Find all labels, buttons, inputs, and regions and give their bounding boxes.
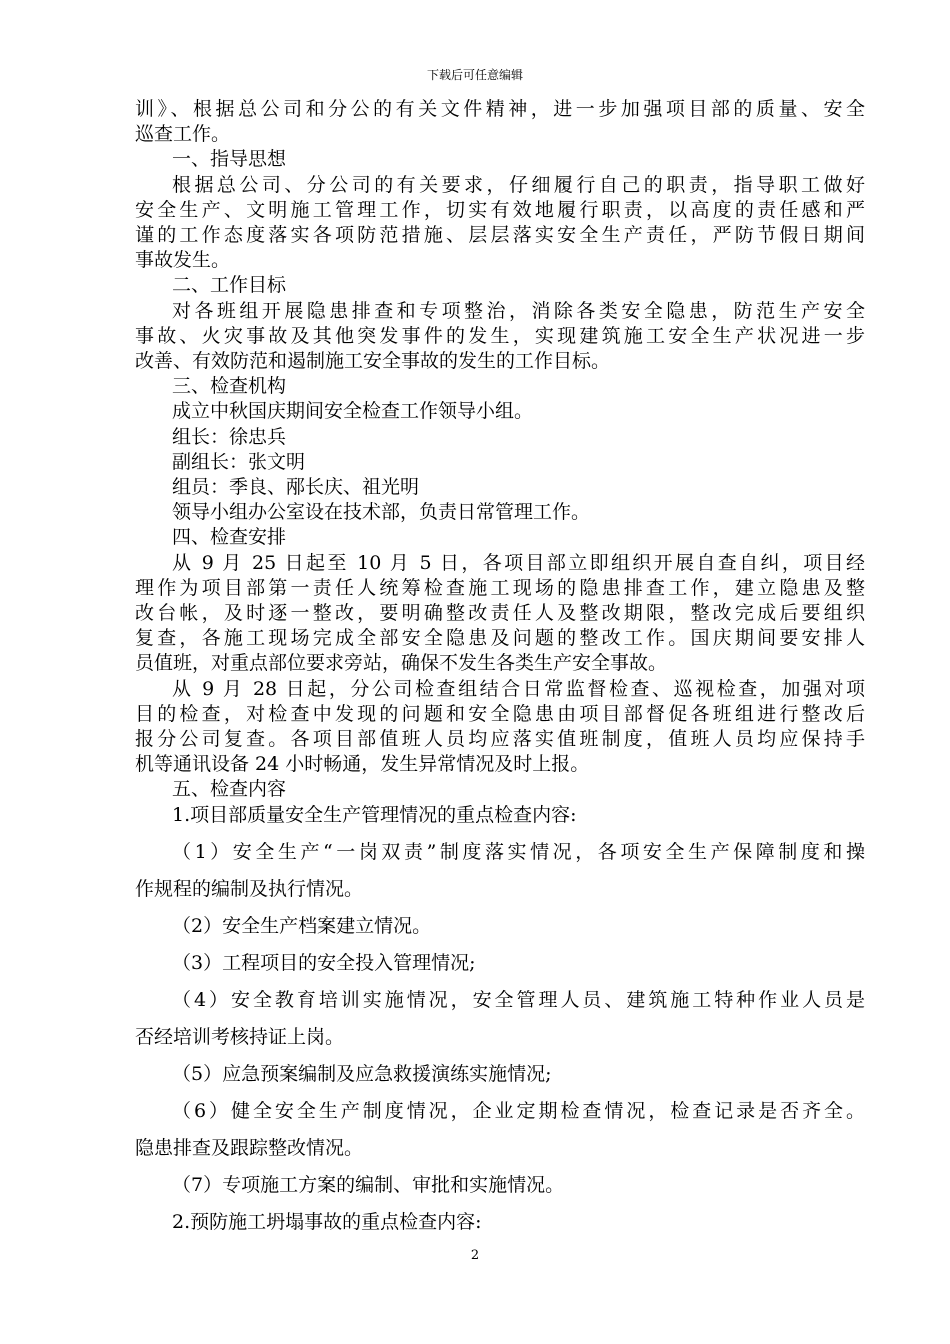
paragraph-line: 员值班，对重点部位要求旁站，确保不发生各类生产安全事故。 [135, 652, 668, 675]
paragraph-line: 复查，各施工现场完成全部安全隐患及问题的整改工作。国庆期间要安排人 [135, 627, 865, 650]
list-item: （5）应急预案编制及应急救援演练实施情况; [172, 1062, 552, 1085]
subsection-heading-1: 1.项目部质量安全生产管理情况的重点检查内容: [172, 803, 577, 826]
paragraph-line: 安全生产、文明施工管理工作，切实有效地履行职责，以高度的责任感和严 [135, 198, 865, 221]
paragraph-line: 改台帐，及时逐一整改，要明确整改责任人及整改期限，整改完成后要组织 [135, 602, 865, 625]
subsection-heading-2: 2.预防施工坍塌事故的重点检查内容: [172, 1210, 482, 1233]
paragraph-line: 事故发生。 [135, 249, 231, 272]
list-item-continuation: 否经培训考核持证上岗。 [135, 1025, 345, 1048]
list-item-continuation: 作规程的编制及执行情况。 [135, 877, 364, 900]
section-heading-3: 三、检查机构 [172, 375, 287, 398]
list-item: （2）安全生产档案建立情况。 [172, 914, 432, 937]
section-heading-4: 四、检查安排 [172, 526, 287, 549]
list-item: （4）安全教育培训实施情况，安全管理人员、建筑施工特种作业人员是 [172, 988, 865, 1011]
paragraph-line: 领导小组办公室设在技术部，负责日常管理工作。 [172, 501, 591, 524]
paragraph-line: 对各班组开展隐患排查和专项整治，消除各类安全隐患，防范生产安全 [172, 299, 865, 322]
paragraph-line: 巡查工作。 [135, 123, 231, 146]
paragraph-line: 报分公司复查。各项目部值班人员均应落实值班制度，值班人员均应保持手 [135, 728, 865, 751]
header-note: 下载后可任意编辑 [426, 68, 523, 82]
list-item: （3）工程项目的安全投入管理情况; [172, 951, 476, 974]
list-item-continuation: 隐患排查及跟踪整改情况。 [135, 1136, 364, 1159]
deputy-team-leader: 副组长：张文明 [172, 450, 306, 473]
list-item: （6）健全安全生产制度情况，企业定期检查情况，检查记录是否齐全。 [172, 1099, 865, 1122]
paragraph-line: 从 9 月 25 日起至 10 月 5 日，各项目部立即组织开展自查自纠，项目经 [172, 551, 865, 574]
paragraph-line: 理作为项目部第一责任人统筹检查施工现场的隐患排查工作，建立隐患及整 [135, 576, 865, 599]
paragraph-line: 机等通讯设备 24 小时畅通，发生异常情况及时上报。 [135, 753, 590, 776]
page-number: 2 [470, 1248, 480, 1263]
list-item: （7）专项施工方案的编制、审批和实施情况。 [172, 1173, 565, 1196]
paragraph-line: 目的检查，对检查中发现的问题和安全隐患由项目部督促各班组进行整改后 [135, 702, 865, 725]
team-members: 组员：季良、邴长庆、祖光明 [172, 476, 420, 499]
section-heading-1: 一、指导思想 [172, 148, 287, 171]
paragraph-line: 根据总公司、分公司的有关要求，仔细履行自己的职责，指导职工做好 [172, 173, 865, 196]
section-heading-5: 五、检查内容 [172, 778, 287, 801]
check-items-list [135, 834, 865, 1241]
paragraph-line: 改善、有效防范和遏制施工安全事故的发生的工作目标。 [135, 350, 611, 373]
section-heading-2: 二、工作目标 [172, 274, 287, 297]
paragraph-line: 谨的工作态度落实各项防范措施、层层落实安全生产责任，严防节假日期间 [135, 224, 865, 247]
paragraph-line: 成立中秋国庆期间安全检查工作领导小组。 [172, 400, 534, 423]
list-item: （1）安全生产“一岗双责”制度落实情况，各项安全生产保障制度和操 [172, 840, 865, 863]
team-leader: 组长：徐忠兵 [172, 425, 287, 448]
paragraph-line: 从 9 月 28 日起，分公司检查组结合日常监督检查、巡视检查，加强对项 [172, 677, 865, 700]
document-body [135, 97, 865, 1241]
paragraph-line: 事故、火灾事故及其他突发事件的发生，实现建筑施工安全生产状况进一步 [135, 324, 865, 347]
paragraph-line: 训》、根据总公司和分公的有关文件精神，进一步加强项目部的质量、安全 [135, 98, 865, 120]
